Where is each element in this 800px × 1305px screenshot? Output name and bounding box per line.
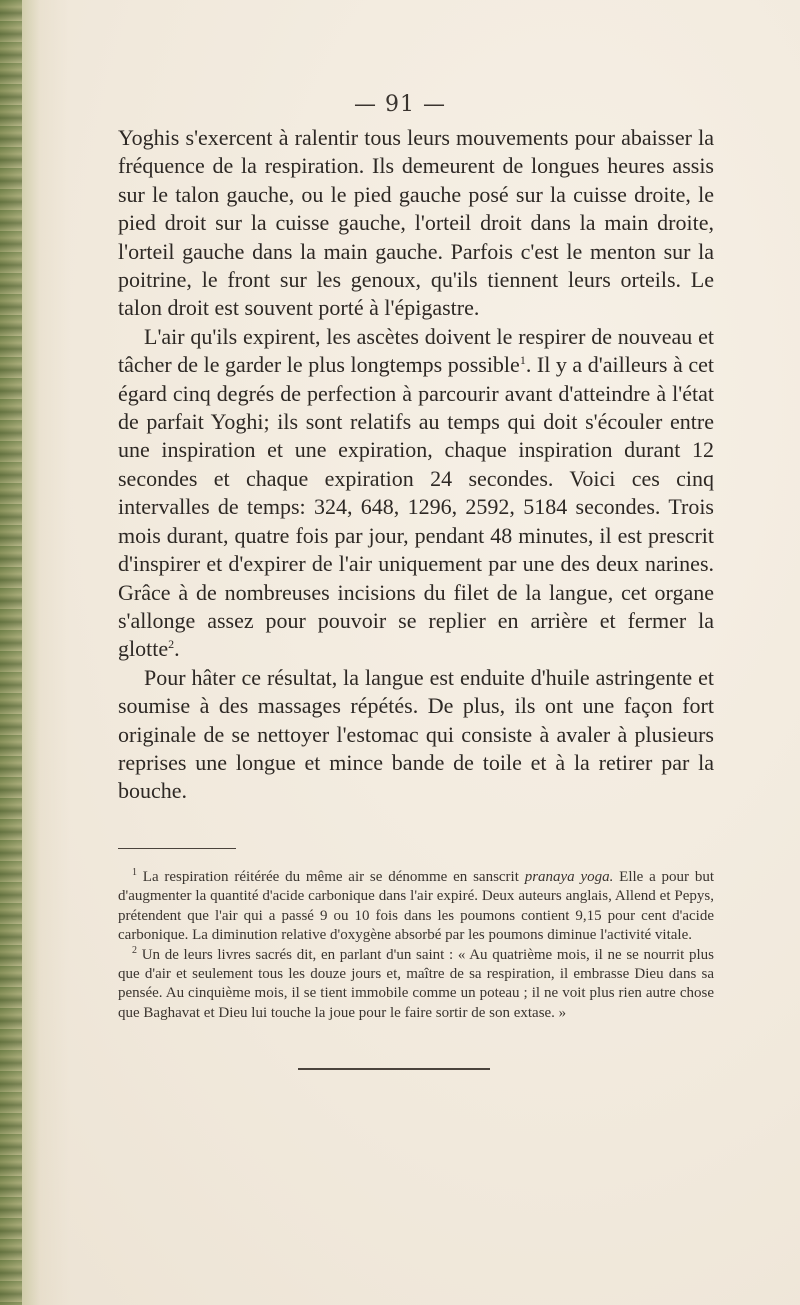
footnote-2: [118, 946, 714, 1024]
footnote-2-marker: 2: [132, 944, 137, 956]
footnote-1-italic: pranaya yoga.: [524, 869, 614, 885]
footnotes: [118, 868, 714, 1023]
paragraph-2: [118, 323, 714, 664]
paragraph-3-text: Pour hâter ce résultat, la langue est enduite d'huile astringente et soumise à des massages répétés. De plus, ils ont une façon fort originale de se nettoyer l'estomac qui consiste à avaler à plusieurs reprises une longue et mince bande de toile et à la retirer par la bouche.: [118, 664, 714, 804]
footnote-separator: [118, 848, 236, 849]
footnote-ref-1: 1: [519, 353, 526, 368]
footnote-1-text-b: Elle a pour but d'augmenter la quantité d'acide carbonique dans l'air expiré. Deux auteurs anglais, Allend et Pepys, prétendent que l'air qui a passé 9 ou 10 fois dans les poumons contient 9,15 pour cent d'acide carbonique. La diminution relative d'oxygène absorbé par les poumons diminue l'activité vitale.: [118, 869, 715, 944]
paragraph-2-text-b: . Il y a d'ailleurs à cet égard cinq degrés de perfection à parcourir avant d'atteindre à l'état de parfait Yoghi; ils sont relatifs au temps qui doit s'écouler entre une inspiration et une expiration, chaque inspiration durant 12 secondes et chaque expiration 24 secondes. Voici ces cinq intervalles de temps: 324, 648, 1296, 2592, 5184 secondes. Trois mois durant, quatre fois par jour, pendant 48 minutes, il est prescrit d'inspirer et d'expirer de l'air uniquement par une des deux narines. Grâce à de nombreuses incisions du filet de la langue, cet organe s'allonge assez pour pouvoir se replier en arrière et fermer la glotte: [118, 352, 715, 662]
paragraph-1-text: Yoghis s'exercent à ralentir tous leurs mouvements pour abaisser la fréquence de la respiration. Ils demeurent de longues heures assis sur le talon gauche, ou le pied gauche posé sur la cuisse droite, le pied droit sur la cuisse gauche, l'orteil droit dans la main droite, l'orteil gauche dans la main gauche. Parfois c'est le menton sur la poitrine, le front sur les genoux, qu'ils tiennent leurs orteils. Le talon droit est souvent porté à l'épigastre.: [118, 125, 714, 321]
footnote-1-marker: 1: [132, 867, 137, 878]
footnote-ref-2: 2: [168, 637, 175, 652]
main-text: [118, 124, 714, 806]
end-rule: [298, 1068, 490, 1070]
paragraph-1: [118, 124, 714, 323]
footnote-1-text-a: La respiration réitérée du même air se dénomme en sanscrit: [142, 869, 525, 885]
page-number: — 91 —: [354, 92, 446, 117]
paragraph-3: [118, 664, 714, 806]
paragraph-2-text-a: L'air qu'ils expirent, les ascètes doivent le respirer de nouveau et tâcher de le garder le plus longtemps possible: [118, 323, 714, 378]
paragraph-2-end: .: [174, 636, 180, 662]
binding-edge: [0, 0, 22, 1305]
footnote-1: [118, 868, 714, 946]
footnote-2-text: Un de leurs livres sacrés dit, en parlant d'un saint : « Au quatrième mois, il ne se nourrit plus que d'air et seulement tous les douze jours et, maître de sa respiration, il embrasse Dieu dans sa pensée. Au cinquième mois, il se tient immobile comme un poteau ; il ne voit plus rien autre chose que Baghavat et Dieu lui touche la joue pour le faire sortir de son extase. »: [118, 946, 715, 1021]
